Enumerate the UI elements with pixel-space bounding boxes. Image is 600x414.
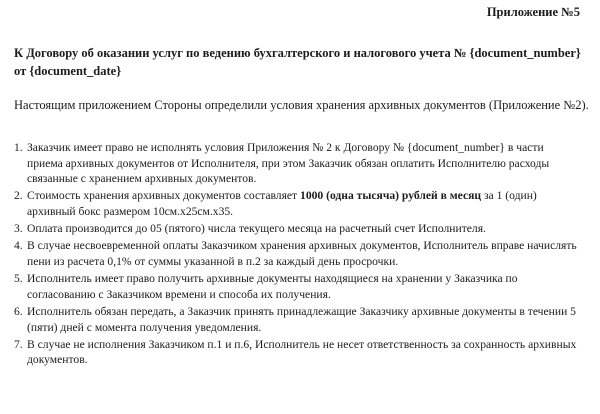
item-text: В случае не исполнения Заказчиком п.1 и п.6, Исполнитель не несет ответственность за сохранность архивных документов. bbox=[27, 337, 577, 367]
list-item bbox=[14, 238, 580, 269]
item-text: Исполнитель обязан передать, а Заказчик принять принадлежащие Заказчику архивные документы в течении 5 (пяти) дней с момента получения уведомления. bbox=[27, 304, 576, 334]
item-text: Оплата производится до 05 (пятого) числа текущего месяца на расчетный счет Исполнителя. bbox=[27, 222, 486, 236]
item-number: 6. bbox=[14, 304, 23, 318]
item-number: 5. bbox=[14, 272, 23, 286]
item-text: В случае несвоевременной оплаты Заказчиком хранения архивных документов, Исполнитель вправе начислять пени из расчета 0,1% от суммы указанной в п.2 за каждый день просрочки. bbox=[27, 239, 577, 268]
intro-paragraph: Настоящим приложением Стороны определили условия хранения архивных документов (Приложение №2). bbox=[14, 98, 589, 112]
list-item bbox=[14, 221, 580, 237]
appendix-number: Приложение №5 bbox=[486, 5, 580, 19]
item-number: 1. bbox=[14, 141, 23, 154]
item-number: 4. bbox=[14, 239, 23, 253]
item-price-bold: 1000 (одна тысяча) рублей в месяц bbox=[300, 189, 482, 203]
list-item bbox=[14, 188, 580, 219]
list-item bbox=[14, 304, 580, 335]
item-text: Исполнитель имеет право получить архивные документы находящиеся на хранении у Заказчика по согласованию с Заказчиком времени и способа их получения. bbox=[27, 272, 518, 301]
list-item bbox=[14, 271, 580, 302]
item-number: 3. bbox=[14, 222, 23, 236]
conditions-list bbox=[14, 140, 580, 369]
document-heading: К Договору об оказании услуг по ведению бухгалтерского и налогового учета № {document_number} от {document_date} bbox=[14, 46, 581, 78]
item-text-start: Стоимость хранения архивных документов составляет bbox=[27, 189, 301, 203]
item-number: 7. bbox=[14, 337, 23, 351]
item-text-end: за 1 (один) архивный бокс размером 10см.х25см.х35. bbox=[27, 189, 537, 218]
list-item bbox=[14, 140, 580, 187]
list-item bbox=[14, 337, 580, 368]
item-number: 2. bbox=[14, 189, 23, 203]
item-text: Заказчик имеет право не исполнять условия Приложения № 2 к Договору № {document_number} в части приема архивных документов от Исполнителя, при этом Заказчик обязан оплатить Исполнителю расходы связанные с хранением архивных документов. bbox=[27, 141, 550, 186]
